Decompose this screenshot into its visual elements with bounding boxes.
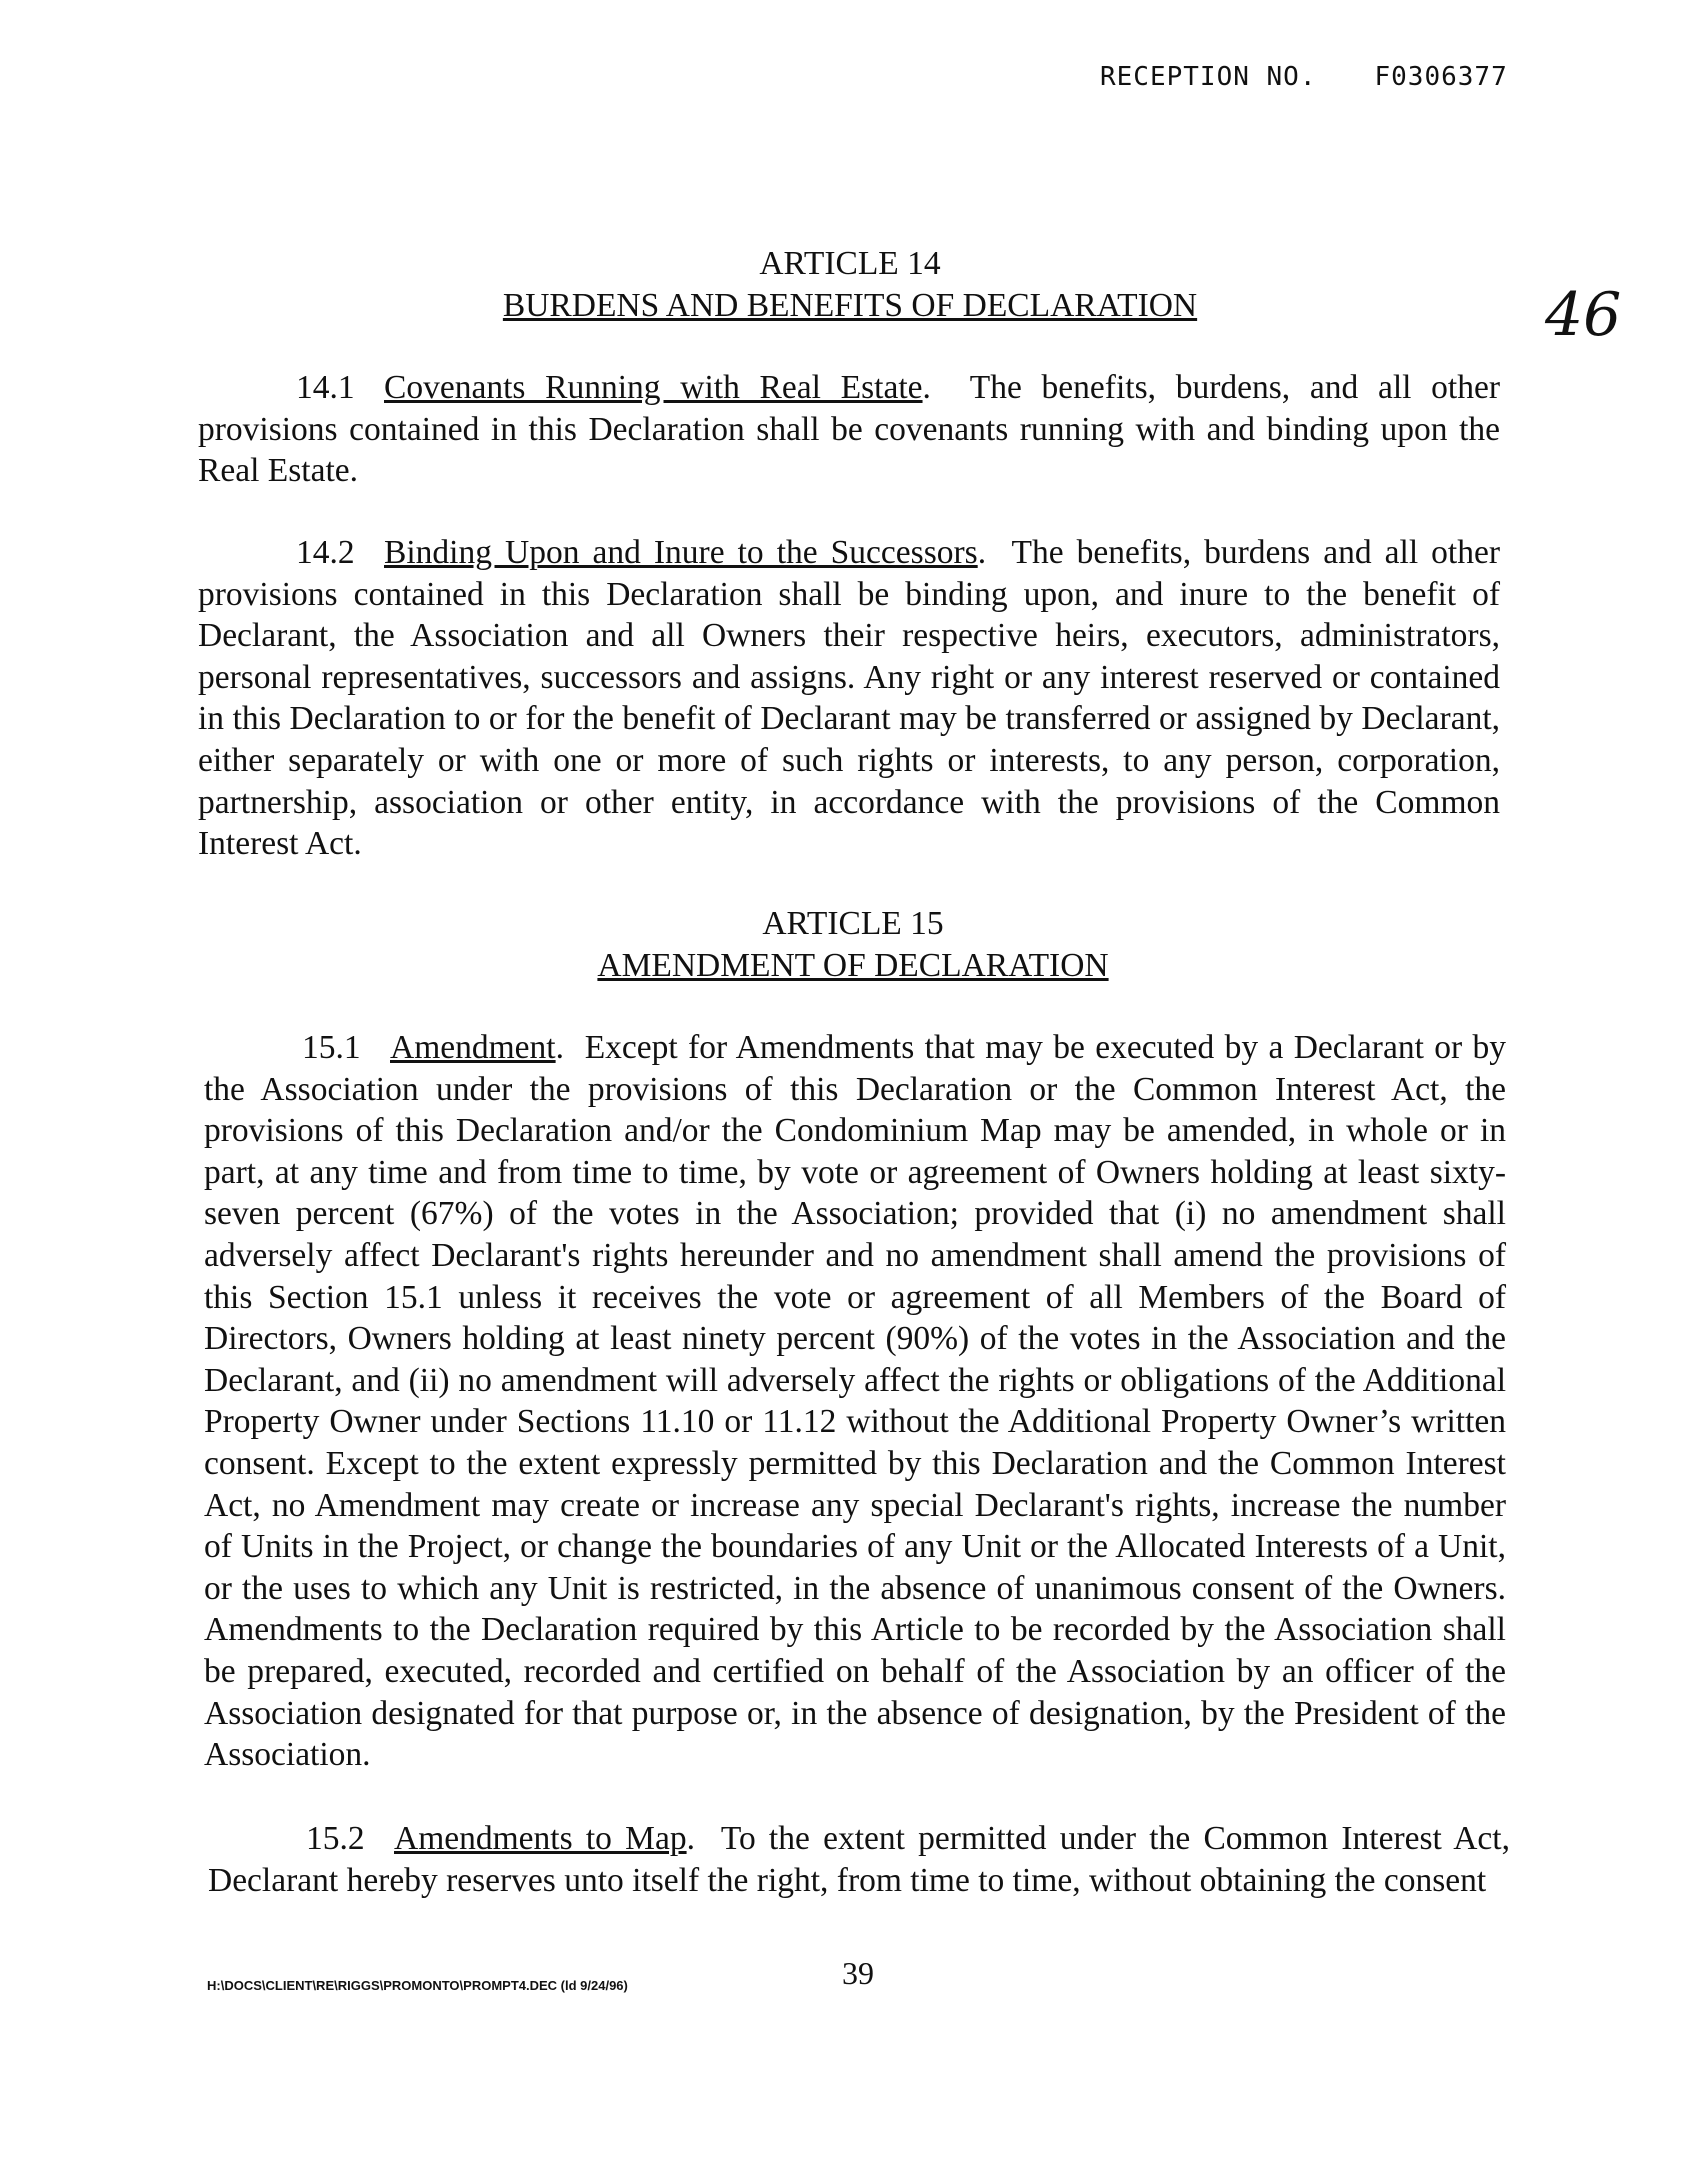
section-15-2-number: 15.2: [306, 1820, 365, 1857]
section-15-1: 15.1 Amendment. Except for Amendments that may be executed by a Declarant or by the Association under the provisions of this Declaration or the Common Interest Act, the provisions of this Declaration and/or the Condominium Map may be amended, in whole or in part, at any time and from time to time, by vote or agreement of Owners holding at least sixty-seven percent (67%) of the votes in the Association; provided that (i) no amendment shall adversely affect Declarant's rights hereunder and no amendment shall amend the provisions of this Section 15.1 unless it receives the vote or agreement of all Members of the Board of Directors, Owners holding at least ninety percent (90%) of the votes in the Association and the Declarant, and (ii) no amendment will adversely affect the rights or obligations of the Additional Property Owner under Sections 11.10 or 11.12 without the Additional Property Owner’s written consent. Except to the extent expressly permitted by this Declaration and the Common Interest Act, no Amendment may create or increase any special Declarant's rights, increase the number of Units in the Project, or change the boundaries of any Unit or the Allocated Interests of a Unit, or the uses to which any Unit is restricted, in the absence of unanimous consent of the Owners. Amendments to the Declaration required by this Article to be recorded by the Association shall be prepared, executed, recorded and certified on behalf of the Association by an officer of the Association designated for that purpose or, in the absence of designation, by the President of the Association.: [204, 1029, 1507, 1774]
section-14-1: 14.1 Covenants Running with Real Estate. The benefits, burdens, and all other provisions contained in this Declaration shall be covenants running with and binding upon the Real Estate.: [198, 369, 1500, 490]
section-15-2-text: To the extent permitted under the Common Interest Act, Declarant hereby reserves unto itself the right, from time to time, without obtaining the consent: [208, 1820, 1510, 1899]
reception-stamp: [1100, 62, 1508, 92]
reception-label: RECEPTION NO.: [1100, 62, 1317, 92]
section-15-2: 15.2 Amendments to Map. To the extent permitted under the Common Interest Act, Declarant hereby reserves unto itself the right, from time to time, without obtaining the consent: [208, 1820, 1510, 1899]
section-15-1-heading: Amendment: [390, 1029, 556, 1066]
section-15-2-heading: Amendments to Map: [394, 1820, 687, 1857]
page-number: 39: [842, 1955, 874, 1991]
section-14-2: 14.2 Binding Upon and Inure to the Successors. The benefits, burdens and all other provisions contained in this Declaration shall be binding upon, and inure to the benefit of Declarant, the Association and all Owners their respective heirs, executors, administrators, personal representatives, successors and assigns. Any right or any interest reserved or contained in this Declaration to or for the benefit of Declarant may be transferred or assigned by Declarant, either separately or with one or more of such rights or interests, to any person, corporation, partnership, association or other entity, in accordance with the provisions of the Common Interest Act.: [198, 534, 1500, 863]
section-14-1-number: 14.1: [296, 369, 355, 406]
reception-number: F0306377: [1374, 62, 1508, 92]
section-14-1-text: The benefits, burdens, and all other provisions contained in this Declaration shall be covenants running with and binding upon the Real Estate.: [198, 369, 1500, 490]
section-15-1-text: Except for Amendments that may be executed by a Declarant or by the Association under the provisions of this Declaration or the Common Interest Act, the provisions of this Declaration and/or the Condominium Map may be amended, in whole or in part, at any time and from time to time, by vote or agreement of Owners holding at least sixty-seven percent (67%) of the votes in the Association; provided that (i) no amendment shall adversely affect Declarant's rights hereunder and no amendment shall amend the provisions of this Section 15.1 unless it receives the vote or agreement of all Members of the Board of Directors, Owners holding at least ninety percent (90%) of the votes in the Association and the Declarant, and (ii) no amendment will adversely affect the rights or obligations of the Additional Property Owner under Sections 11.10 or 11.12 without the Additional Property Owner’s written consent. Except to the extent expressly permitted by this Declaration and the Common Interest Act, no Amendment may create or increase any special Declarant's rights, increase the number of Units in the Project, or change the boundaries of any Unit or the Allocated Interests of a Unit, or the uses to which any Unit is restricted, in the absence of unanimous consent of the Owners. Amendments to the Declaration required by this Article to be recorded by the Association shall be prepared, executed, recorded and certified on behalf of the Association by an officer of the Association designated for that purpose or, in the absence of designation, by the President of the Association.: [204, 1029, 1507, 1774]
article-14-subtitle: BURDENS AND BENEFITS OF DECLARATION: [502, 286, 1198, 324]
footer-file-path: H:\DOCS\CLIENT\RE\RIGGS\PROMONTO\PROMPT4.DEC (ld 9/24/96): [207, 1978, 628, 1993]
article-14-title: ARTICLE 14: [759, 245, 941, 282]
article-14-heading: [200, 243, 1500, 326]
section-14-2-heading: Binding Upon and Inure to the Successors: [384, 534, 978, 571]
section-15-1-number: 15.1: [302, 1029, 361, 1066]
article-15-title: ARTICLE 15: [762, 905, 944, 942]
article-15-heading: [203, 903, 1503, 986]
handwritten-page-mark: 46: [1545, 280, 1622, 350]
section-14-2-text: The benefits, burdens and all other provisions contained in this Declaration shall be binding upon, and inure to the benefit of Declarant, the Association and all Owners their respective heirs, executors, administrators, personal representatives, successors and assigns. Any right or any interest reserved or contained in this Declaration to or for the benefit of Declarant may be transferred or assigned by Declarant, either separately or with one or more of such rights or interests, to any person, corporation, partnership, association or other entity, in accordance with the provisions of the Common Interest Act.: [198, 534, 1500, 863]
section-14-2-number: 14.2: [296, 534, 355, 571]
section-14-1-heading: Covenants Running with Real Estate: [384, 369, 923, 406]
article-15-subtitle: AMENDMENT OF DECLARATION: [597, 946, 1109, 984]
